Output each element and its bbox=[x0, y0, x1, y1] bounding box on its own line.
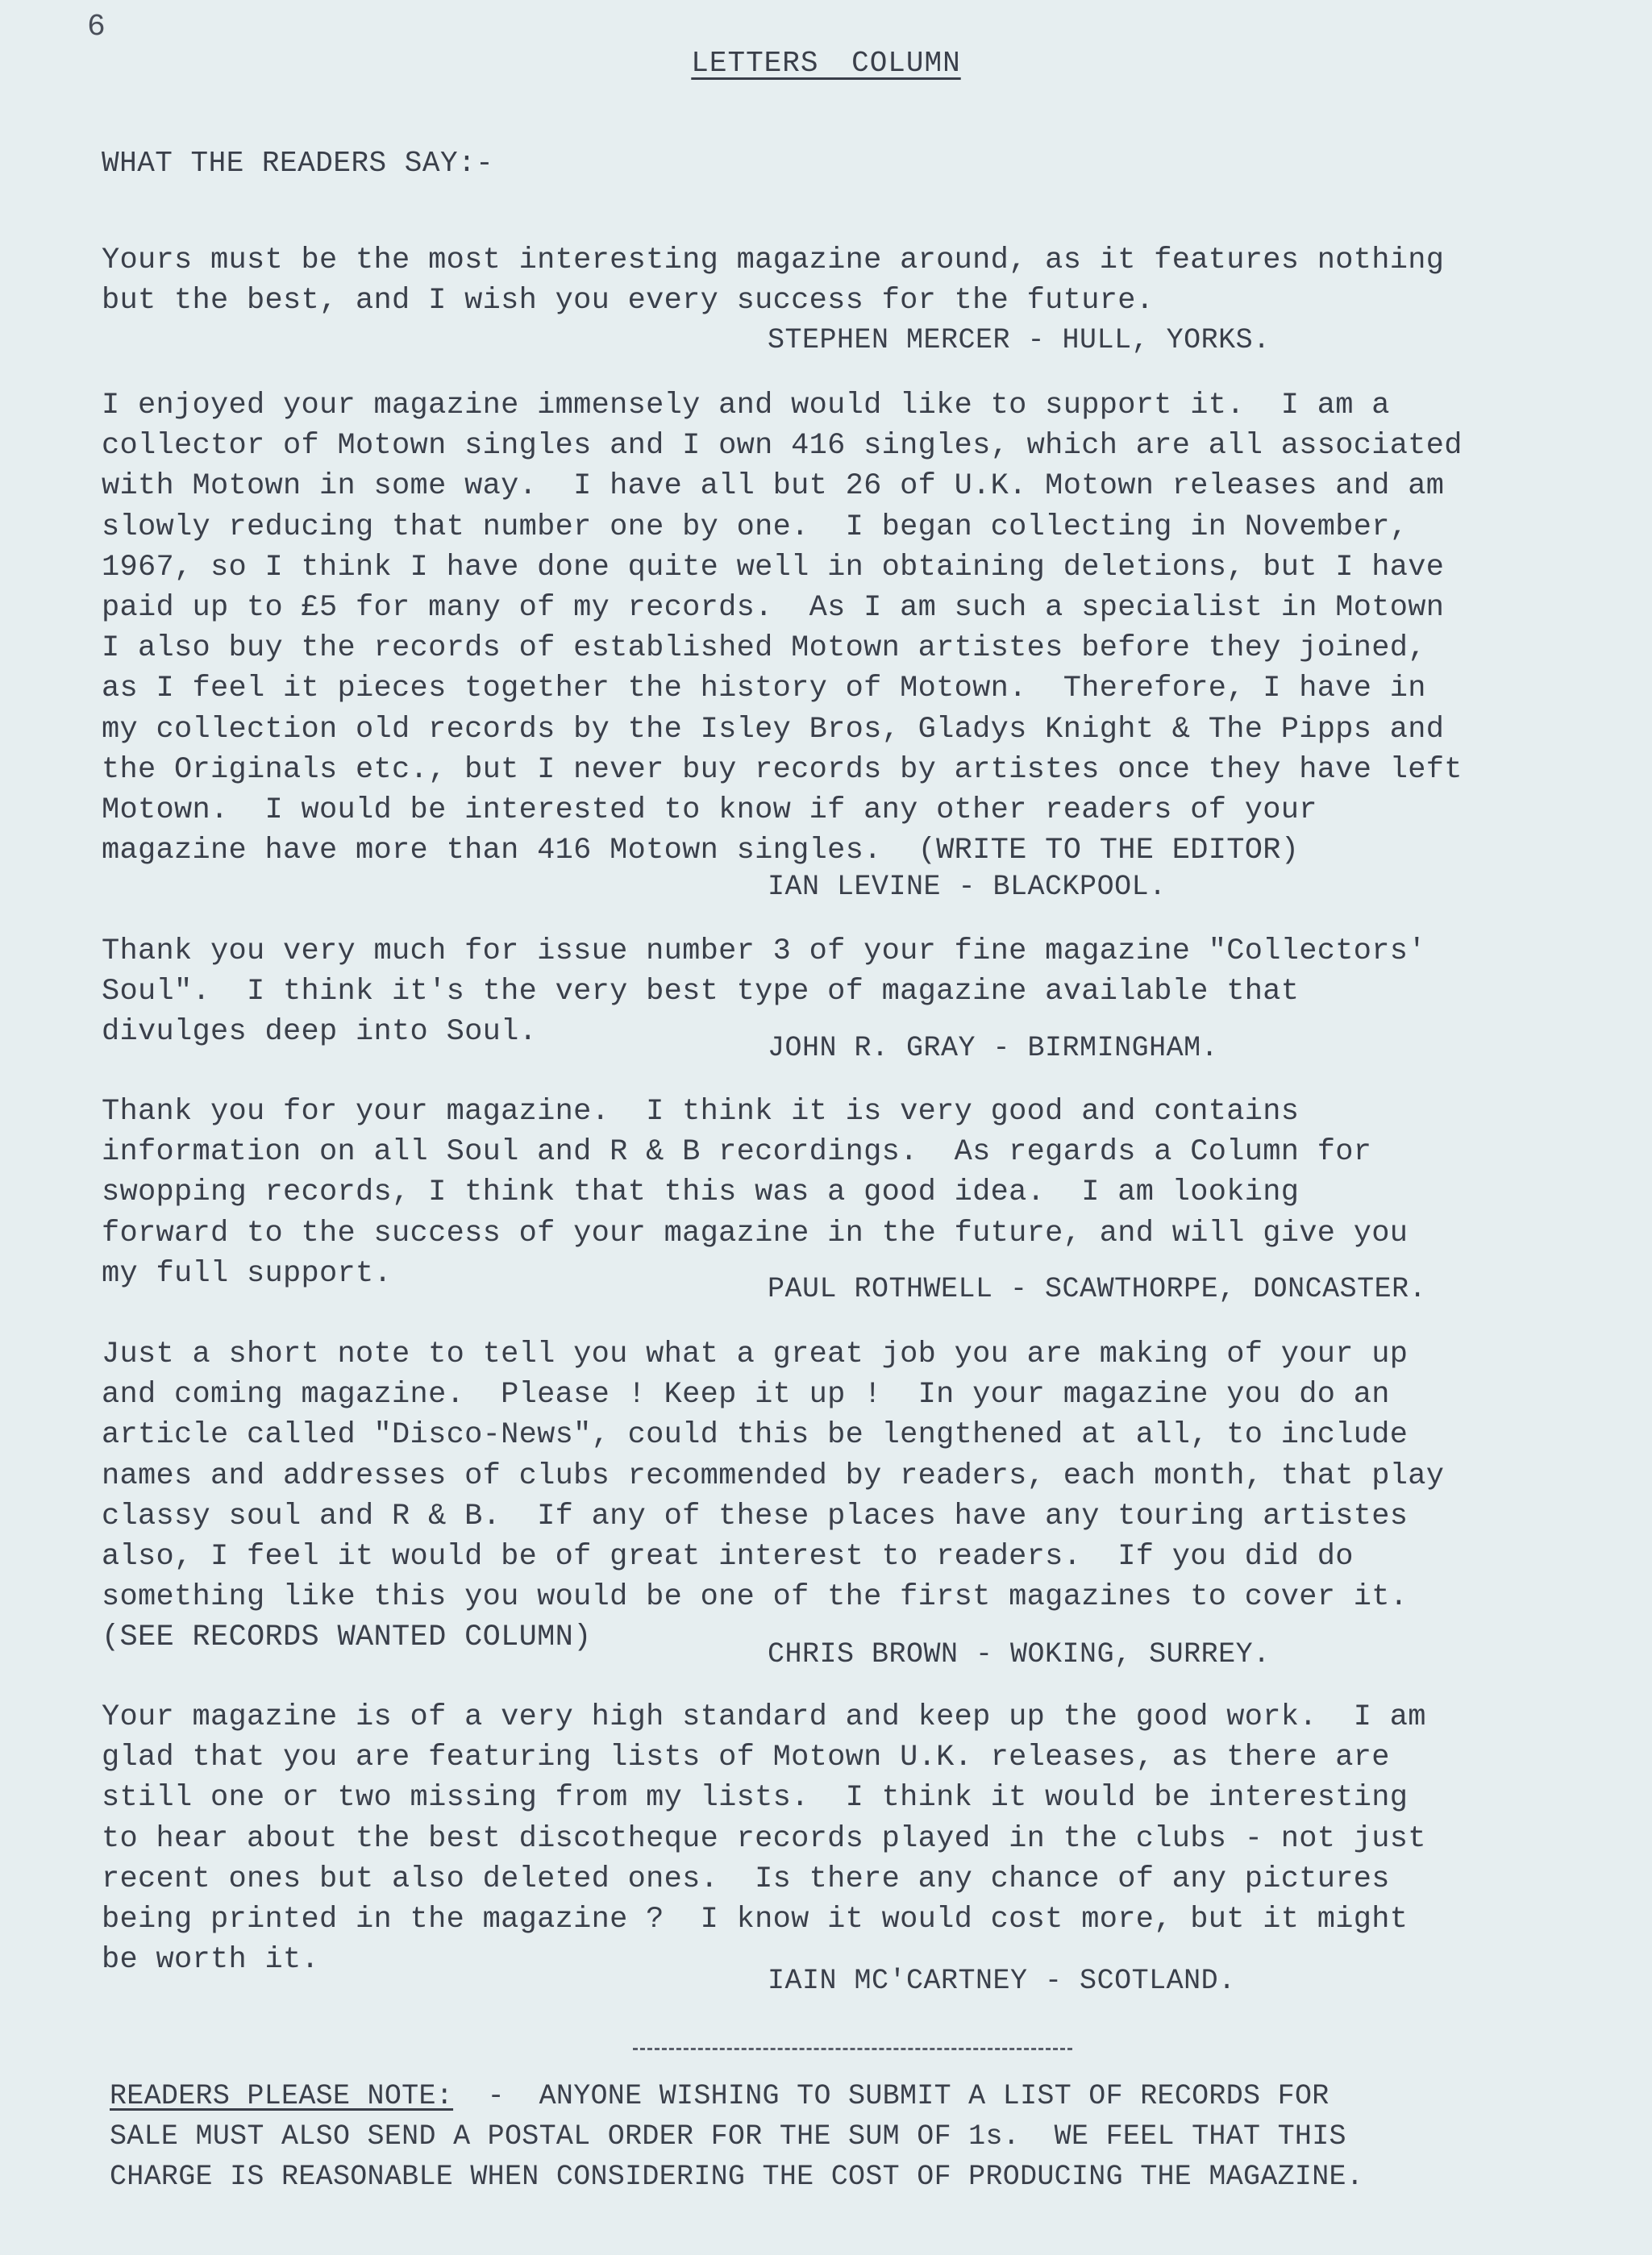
readers-note-label: READERS PLEASE NOTE: bbox=[110, 2080, 454, 2112]
page-number: 6 bbox=[87, 10, 106, 44]
letter-signature: IAIN MC'CARTNEY - SCOTLAND. bbox=[768, 1965, 1236, 1997]
letter-body: Thank you for your magazine. I think it is very good and contains information on all Soul and R & B recordings. As regards a Column for swopping records, I think that this was a good idea. I am looking forward to the success of your magazine in the future, and will give you my full support. bbox=[102, 1095, 1409, 1291]
section-intro: WHAT THE READERS SAY:- bbox=[102, 147, 494, 180]
section-divider bbox=[633, 2048, 1072, 2050]
letter-body: I enjoyed your magazine immensely and would like to support it. I am a collector of Motown singles and I own 416 singles, which are all associated with Motown in some way. I have all but 26 of U.K. Motown releases and am slowly reducing that number one by one. I began collecting in November, 1967, so I think I have done quite well in obtaining deletions, but I have paid up to £5 for many of my records. As I am such a specialist in Motown I also buy the records of established Motown artistes before they joined, as I feel it pieces together the history of Motown. Therefore, I have in my collection old records by the Isley Bros, Gladys Knight & The Pipps and the Originals etc., but I never buy records by artistes once they have left Motown. I would be interested to know if any other readers of your magazine have more than 416 Motown singles. (WRITE TO THE EDITOR) bbox=[102, 389, 1463, 868]
letter-item bbox=[102, 385, 1625, 871]
letter-item bbox=[102, 1092, 1625, 1294]
readers-note bbox=[110, 2076, 1625, 2197]
letter-signature: JOHN R. GRAY - BIRMINGHAM. bbox=[768, 1032, 1219, 1064]
letter-item bbox=[102, 1334, 1625, 1658]
letter-signature: IAN LEVINE - BLACKPOOL. bbox=[768, 871, 1167, 903]
page-title-text: LETTERS COLUMN bbox=[691, 47, 961, 80]
letter-item bbox=[102, 1697, 1625, 1980]
page-title bbox=[0, 47, 1652, 80]
letter-body: Just a short note to tell you what a great job you are making of your up and coming magazine. Please ! Keep it up ! In your magazine you do an article called "Disco-News", could this be lengthened at all, to include names and addresses of clubs recommended by readers, each month, that play classy soul and R & B. If any of these places have any touring artistes also, I feel it would be of great interest to readers. If you did do something like this you would be one of the first magazines to cover it. (SEE RECORDS WANTED COLUMN) bbox=[102, 1338, 1445, 1655]
letter-signature: CHRIS BROWN - WOKING, SURREY. bbox=[768, 1638, 1271, 1670]
letter-body: Thank you very much for issue number 3 of your fine magazine "Collectors' Soul". I think it's the very best type of magazine available that divulges deep into Soul. bbox=[102, 934, 1426, 1050]
readers-note-text: - ANYONE WISHING TO SUBMIT A LIST OF RECORDS FOR SALE MUST ALSO SEND A POSTAL ORDER FOR THE SUM OF 1s. WE FEEL THAT THIS CHARGE IS REASONABLE WHEN CONSIDERING THE COST OF PRODUCING THE MAGAZINE. bbox=[110, 2080, 1364, 2193]
letter-item bbox=[102, 240, 1625, 321]
letter-body: Yours must be the most interesting magazine around, as it features nothing but the best, and I wish you every success for the future. bbox=[102, 243, 1445, 318]
letter-signature: PAUL ROTHWELL - SCAWTHORPE, DONCASTER. bbox=[768, 1273, 1427, 1305]
letter-signature: STEPHEN MERCER - HULL, YORKS. bbox=[768, 324, 1271, 356]
letter-body: Your magazine is of a very high standard and keep up the good work. I am glad that you are featuring lists of Motown U.K. releases, as there are still one or two missing from my lists. I think it would be interesting to hear about the best discotheque records played in the clubs - not just recent ones but also deleted ones. Is there any chance of any pictures being printed in the magazine ? I know it would cost more, but it might be worth it. bbox=[102, 1700, 1426, 1978]
